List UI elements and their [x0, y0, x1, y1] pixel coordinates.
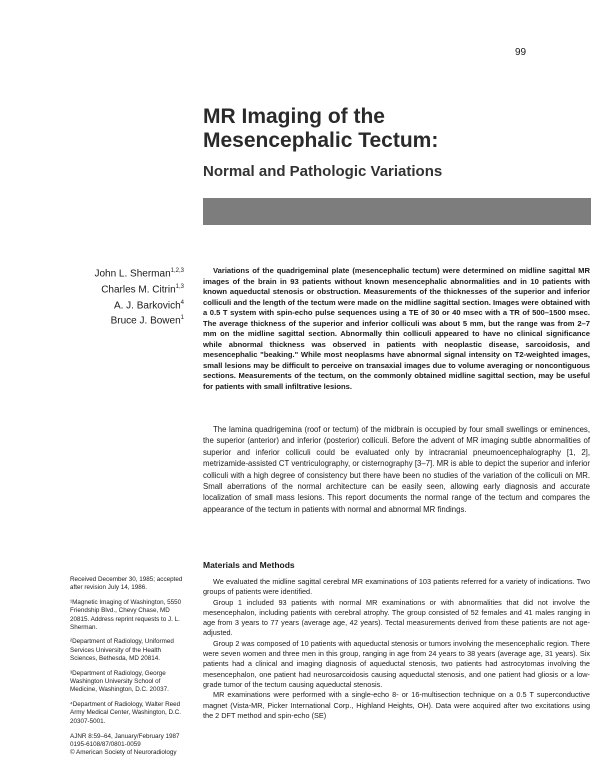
- footnote: Received December 30, 1985; accepted after revision July 14, 1986.: [70, 576, 183, 592]
- article-subtitle: Normal and Pathologic Variations: [203, 163, 443, 180]
- page-number: 99: [515, 47, 527, 58]
- author: Bruce J. Bowen$^1$: [110, 315, 184, 327]
- title-line-1: MR Imaging of the: [203, 105, 385, 128]
- methods-paragraph: Group 1 included 93 patients with normal MR examinations or with abnormalities that did not involve the mesencephalon, including patients with cerebral atrophy. The group consisted of 52 females and 41 males ranging in age from 3 years to 77 years (average age, 42 years). Tectal measurements derived from these patients are not age-adjusted.: [203, 597, 590, 638]
- title-line-2: Mesencephalic Tectum:: [203, 129, 439, 152]
- footnote: ⁴Department of Radiology, Walter Reed Army Medical Center, Washington, D.C. 20307-5001.: [70, 700, 182, 725]
- journal-citation: AJNR 8:59–64, January/February 1987: [70, 733, 180, 740]
- author: John L. Sherman$^{1,2,3}$: [94, 268, 184, 280]
- journal-info: [70, 733, 190, 757]
- author: Charles M. Citrin$^{1,3}$: [101, 283, 184, 296]
- methods-paragraph: MR examinations were performed with a single-echo 8- or 16-multisection technique on a 0.5 T superconductive magnet (Vista-MR, Picker International Corp., Highland Heights, OH). Data were acquired after two excitations using the 2 DFT method and spin-echo (SE): [203, 690, 590, 720]
- title-block: [203, 105, 583, 180]
- author: A. J. Barkovich$^4$: [113, 299, 184, 311]
- abstract: Variations of the quadrigeminal plate (mesencephalic tectum) were determined on midline sagittal MR images of the brain in 93 patients without known mesencephalic abnormalities and in 10 patients with known aqueductal stenosis or obstruction. Measurements of the thicknesses of the superior and inferior colliculi and the length of the tectum were made on the midline sagittal section. Images were obtained with a 0.5 T system with spin-echo pulse sequences using a TE of 30 or 40 msec with a TR of 500–1500 msec. The average thickness of the superior and inferior colliculi was about 5 mm, but the range was from 2–7 mm on the midline sagittal section. Abnormally thin colliculi appeared to have no clinical significance while abnormal thickness was observed in patients with neoplastic disease, sarcoidosis, and mesencephalic "beaking." While most neoplasms have abnormal signal intensity on T2-weighted images, small lesions may be difficult to perceive on transaxial images due to volume averaging or noncontiguous sections. Measurements of the tectum, on the commonly obtained midline sagittal section, may be useful for patients with small infiltrative lesions.: [203, 266, 590, 391]
- footnote: ¹Magnetic Imaging of Washington, 5550 Friendship Blvd., Chevy Chase, MD 20815. Address reprint requests to J. L. Sherman.: [70, 598, 182, 632]
- methods-paragraph: Group 2 was composed of 10 patients with aqueductal stenosis or tumors involving the mesencephalic region. There were seven women and three men in this group, ranging in age from 24 years to 38 years (average age, 31 years). Six patients had a clinical and imaging diagnosis of aqueductal stenosis, two patients had astrocytomas involving the mesencephalon, one patient had neurosarcoidosis causing aqueductal stenosis, and one patient had gliosis or a low-grade tumor of the tectum causing aqueductal stenosis.: [203, 638, 590, 689]
- article-title: [203, 105, 583, 153]
- gray-divider-band: [203, 198, 591, 225]
- author-list: [70, 265, 184, 328]
- footnote: ²Department of Radiology, Uniformed Services University of the Health Sciences, Bethesda, MD 20814.: [70, 638, 174, 663]
- journal-code: 0195-6108/87/0801-0059: [70, 741, 141, 748]
- introduction: The lamina quadrigemina (roof or tectum) of the midbrain is occupied by four small swellings or eminences, the superior (anterior) and inferior (posterior) colliculi. Before the advent of MR imaging subtle abnormalities of superior and inferior colliculi could be evaluated only by intracranial pneumoencephalography [1, 2], metrizamide-assisted CT ventriculography, or cisternography [3–7]. MR is able to depict the superior and inferior colliculi with a high degree of consistency but there have been no studies of the variation of the colliculi on MR. Small aberrations of the normal architecture can be easily seen, allowing early diagnosis and accurate localization of small mass lesions. This report documents the normal range of the tectum and compares the appearance of the tectum in patients with normal and abnormal MR findings.: [203, 425, 590, 514]
- journal-copyright: © American Society of Neuroradiology: [70, 749, 177, 756]
- footnote: ³Department of Radiology, George Washington University School of Medicine, Washington, D.C. 20037.: [70, 669, 169, 694]
- section-heading-methods: Materials and Methods: [203, 560, 295, 570]
- methods-body: [203, 577, 590, 721]
- footnotes: [70, 576, 186, 732]
- methods-paragraph: We evaluated the midline sagittal cerebral MR examinations of 103 patients referred for a variety of indications. Two groups of patients were identified.: [203, 577, 590, 597]
